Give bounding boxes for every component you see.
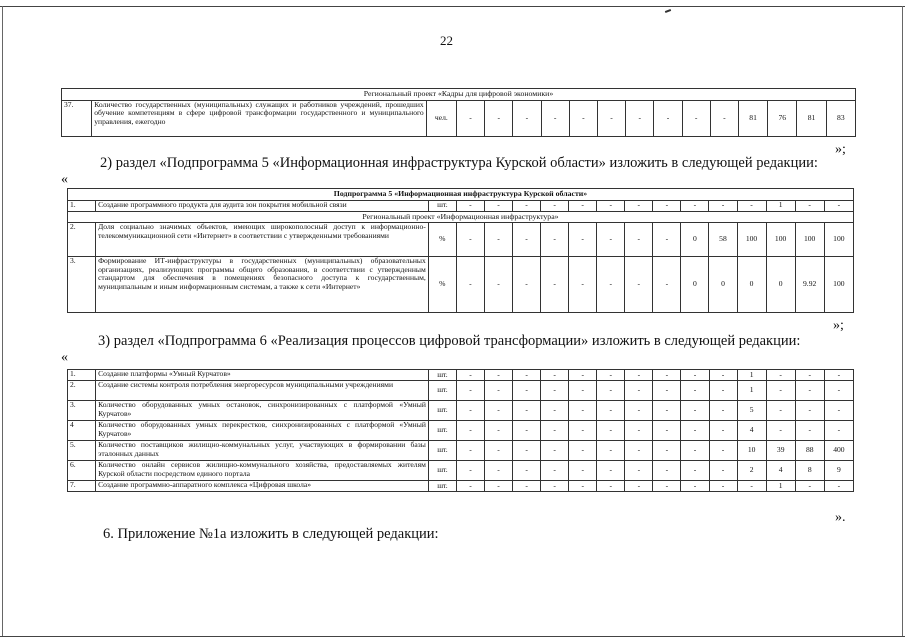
indicator-name: Количество оборудованных умных перекрестков, синхронизированных с платформой «Умный Курчатов» (96, 421, 429, 441)
value-cell: - (485, 370, 513, 381)
row-number: 4 (68, 421, 96, 441)
value-cell: - (484, 223, 512, 257)
value-cell: - (513, 100, 541, 136)
value-cell: 8 (795, 461, 824, 481)
value-cell: - (709, 381, 737, 401)
open-quote-3: « (61, 350, 68, 365)
value-cell: - (625, 441, 653, 461)
page-number: 22 (440, 33, 453, 48)
indicator-name: Создание платформы «Умный Курчатов» (96, 370, 429, 381)
value-cell: - (795, 401, 824, 421)
value-cell: 4 (766, 461, 795, 481)
value-cell: 2 (737, 461, 766, 481)
value-cell: - (625, 370, 653, 381)
value-cell: - (709, 401, 737, 421)
row-number: 2. (68, 223, 96, 257)
table-row (68, 481, 854, 492)
value-cell: - (541, 481, 569, 492)
value-cell: - (709, 481, 737, 492)
table-row (68, 370, 854, 381)
unit-cell: чел. (426, 100, 456, 136)
value-cell: - (513, 381, 541, 401)
value-cell: 9 (824, 461, 853, 481)
scan-mark (665, 9, 671, 13)
value-cell: - (681, 381, 709, 401)
value-cell: - (541, 401, 569, 421)
value-cell: - (681, 401, 709, 421)
table-row (68, 200, 854, 211)
value-cell: - (709, 421, 737, 441)
value-cell: - (485, 401, 513, 421)
value-cell: 100 (795, 223, 824, 257)
value-cell: - (485, 481, 513, 492)
section3-closing: ». (835, 510, 846, 525)
unit-cell: шт. (428, 481, 456, 492)
value-cell: - (513, 370, 541, 381)
value-cell: - (541, 370, 569, 381)
value-cell: 81 (738, 100, 767, 136)
unit-cell: шт. (428, 401, 456, 421)
value-cell: - (456, 401, 484, 421)
value-cell: - (597, 100, 625, 136)
value-cell: - (485, 441, 513, 461)
value-cell: - (569, 481, 597, 492)
value-cell: - (513, 421, 541, 441)
section2-title-text: Подпрограмма 5 «Информационная инфраструктура Курской области» (333, 189, 588, 198)
unit-cell: шт. (428, 461, 456, 481)
table-subprogram5 (67, 188, 854, 313)
value-cell: 5 (737, 401, 766, 421)
value-cell: - (569, 370, 597, 381)
value-cell: - (653, 481, 681, 492)
value-cell: - (681, 370, 709, 381)
value-cell: - (824, 381, 853, 401)
value-cell: - (625, 223, 653, 257)
value-cell: - (569, 441, 597, 461)
value-cell: - (653, 370, 681, 381)
unit-cell: шт. (428, 441, 456, 461)
value-cell: - (456, 461, 484, 481)
indicator-name: Количество оборудованных умных остановок, синхронизированных с платформой «Умный Курчатов» (96, 401, 429, 421)
value-cell: - (625, 461, 653, 481)
value-cell: - (653, 381, 681, 401)
indicator-name: Создание системы контроля потребления энергоресурсов муниципальными учреждениями (96, 381, 429, 401)
value-cell: - (541, 223, 569, 257)
value-cell: - (625, 421, 653, 441)
value-cell: 0 (681, 223, 709, 257)
indicator-name: Количество поставщиков жилищно-коммунальных услуг, участвующих в формировании базы эталонных данных (96, 441, 429, 461)
page-border-top (0, 6, 905, 7)
value-cell: - (709, 200, 737, 211)
value-cell: - (597, 401, 625, 421)
table-row (68, 223, 854, 257)
heading-appendix-1a: 6. Приложение №1а изложить в следующей редакции: (103, 526, 439, 542)
indicator-name: Создание программно-аппаратного комплекса «Цифровая школа» (96, 481, 429, 492)
value-cell: - (485, 381, 513, 401)
value-cell: 1 (766, 481, 795, 492)
row-number: 3. (68, 257, 96, 313)
value-cell: - (513, 223, 541, 257)
value-cell: - (541, 257, 569, 313)
value-cell: - (569, 401, 597, 421)
value-cell: - (569, 223, 597, 257)
value-cell: - (625, 401, 653, 421)
value-cell: 0 (737, 257, 766, 313)
value-cell: 100 (824, 257, 853, 313)
value-cell: - (795, 381, 824, 401)
value-cell: - (541, 100, 569, 136)
value-cell: - (681, 200, 709, 211)
value-cell: 88 (795, 441, 824, 461)
value-cell: - (766, 381, 795, 401)
table-row (68, 401, 854, 421)
indicator-name: Количество государственных (муниципальных) служащих и работников учреждений, прошедших обучение компетенциям в сфере цифровой трансформации государственного и муниципального управления, ежегодно (92, 100, 427, 136)
indicator-name: Формирование ИТ-инфраструктуры в государственных (муниципальных) образовательных организациях, реализующих программы общего образования, в соответствии с утвержденным стандартом для обеспечения в помещениях безопасного доступа к государственным, муниципальным и иным информационным системам, а также к сети «Интернет» (96, 257, 429, 313)
table-row (68, 441, 854, 461)
value-cell: - (541, 441, 569, 461)
row-number: 7. (68, 481, 96, 492)
value-cell: - (541, 381, 569, 401)
row-number: 6. (68, 461, 96, 481)
value-cell: - (513, 200, 541, 211)
value-cell: - (485, 461, 513, 481)
indicator-name: Доля социально значимых объектов, имеющих широкополосный доступ к информационно-телекоммуникационной сети «Интернет» в соответствии с утвержденными требованиями (96, 223, 429, 257)
unit-cell: % (428, 223, 456, 257)
value-cell: - (766, 401, 795, 421)
value-cell: 9.92 (795, 257, 824, 313)
value-cell: 83 (826, 100, 855, 136)
value-cell: - (597, 421, 625, 441)
value-cell: - (766, 421, 795, 441)
value-cell: - (541, 200, 569, 211)
value-cell: - (513, 401, 541, 421)
value-cell: - (795, 481, 824, 492)
value-cell: - (456, 223, 484, 257)
unit-cell: шт. (428, 200, 456, 211)
value-cell: - (597, 370, 625, 381)
value-cell: - (456, 200, 484, 211)
value-cell: - (625, 257, 653, 313)
heading-subprogram5: 2) раздел «Подпрограмма 5 «Информационная инфраструктура Курской области» изложить в следующей редакции: (100, 155, 818, 171)
value-cell: - (569, 200, 597, 211)
value-cell: - (737, 200, 766, 211)
value-cell: 1 (737, 370, 766, 381)
value-cell: - (653, 421, 681, 441)
value-cell: 58 (709, 223, 737, 257)
value-cell: - (682, 100, 710, 136)
table-row (68, 381, 854, 401)
value-cell: - (824, 401, 853, 421)
table-digital-economy-staff (61, 88, 856, 137)
value-cell: - (597, 461, 625, 481)
value-cell: - (653, 223, 681, 257)
table-row (68, 421, 854, 441)
value-cell: - (569, 461, 597, 481)
value-cell: - (456, 257, 484, 313)
unit-cell: шт. (428, 370, 456, 381)
value-cell: - (653, 461, 681, 481)
table-subprogram6 (67, 369, 854, 492)
row-number: 1. (68, 370, 96, 381)
page-border-right (902, 6, 903, 636)
section1-title: Региональный проект «Кадры для цифровой экономики» (62, 89, 856, 101)
table-row (68, 461, 854, 481)
row-number: 1. (68, 200, 96, 211)
value-cell: - (597, 441, 625, 461)
value-cell: - (709, 370, 737, 381)
value-cell: - (485, 421, 513, 441)
section2-closing: »; (833, 318, 844, 333)
value-cell: - (681, 481, 709, 492)
value-cell: - (653, 441, 681, 461)
value-cell: - (795, 200, 824, 211)
value-cell: - (456, 441, 484, 461)
value-cell: - (653, 257, 681, 313)
value-cell: - (653, 401, 681, 421)
value-cell: - (513, 461, 541, 481)
row-number: 2. (68, 381, 96, 401)
value-cell: 400 (824, 441, 853, 461)
value-cell: - (626, 100, 654, 136)
value-cell: - (456, 370, 484, 381)
value-cell: 10 (737, 441, 766, 461)
value-cell: - (737, 481, 766, 492)
value-cell: 100 (766, 223, 795, 257)
value-cell: - (541, 421, 569, 441)
value-cell: - (456, 481, 484, 492)
value-cell: - (597, 257, 625, 313)
table-row (68, 257, 854, 313)
value-cell: - (824, 370, 853, 381)
value-cell: - (653, 200, 681, 211)
value-cell: - (654, 100, 682, 136)
page-border-bottom (0, 636, 905, 637)
value-cell: - (456, 421, 484, 441)
value-cell: 0 (766, 257, 795, 313)
value-cell: - (456, 100, 484, 136)
section2-subtitle: Региональный проект «Информационная инфраструктура» (68, 211, 854, 223)
value-cell: - (569, 257, 597, 313)
page-border-left (2, 6, 3, 636)
value-cell: 0 (681, 257, 709, 313)
value-cell: - (824, 200, 853, 211)
value-cell: - (597, 200, 625, 211)
row-number: 37. (62, 100, 92, 136)
value-cell: 1 (766, 200, 795, 211)
value-cell: - (709, 461, 737, 481)
value-cell: - (597, 223, 625, 257)
value-cell: 81 (797, 100, 826, 136)
value-cell: - (597, 381, 625, 401)
value-cell: - (824, 421, 853, 441)
value-cell: - (625, 481, 653, 492)
value-cell: - (766, 370, 795, 381)
heading-subprogram6: 3) раздел «Подпрограмма 6 «Реализация процессов цифровой трансформации» изложить в следующей редакции: (98, 333, 801, 349)
table-row (62, 100, 856, 136)
value-cell: - (710, 100, 738, 136)
value-cell: - (485, 100, 513, 136)
section1-closing: »; (835, 142, 846, 157)
value-cell: 100 (737, 223, 766, 257)
value-cell: 0 (709, 257, 737, 313)
value-cell: - (484, 257, 512, 313)
value-cell: - (569, 421, 597, 441)
value-cell: 39 (766, 441, 795, 461)
value-cell: - (795, 370, 824, 381)
value-cell: - (824, 481, 853, 492)
value-cell: - (569, 381, 597, 401)
section2-title (68, 189, 854, 201)
value-cell: - (625, 200, 653, 211)
value-cell: - (625, 381, 653, 401)
value-cell: - (597, 481, 625, 492)
unit-cell: шт. (428, 381, 456, 401)
value-cell: 4 (737, 421, 766, 441)
value-cell: - (709, 441, 737, 461)
value-cell: - (681, 441, 709, 461)
value-cell: - (513, 257, 541, 313)
indicator-name: Количество онлайн сервисов жилищно-коммунального хозяйства, предоставляемых жителям Курской области посредством единого портала (96, 461, 429, 481)
unit-cell: % (428, 257, 456, 313)
value-cell: - (484, 200, 512, 211)
value-cell: - (681, 461, 709, 481)
value-cell: 1 (737, 381, 766, 401)
value-cell: - (795, 421, 824, 441)
value-cell: - (513, 481, 541, 492)
value-cell: - (541, 461, 569, 481)
row-number: 5. (68, 441, 96, 461)
value-cell: - (456, 381, 484, 401)
open-quote-2: « (61, 172, 68, 187)
indicator-name: Создание программного продукта для аудита зон покрытия мобильной связи (96, 200, 429, 211)
value-cell: - (513, 441, 541, 461)
value-cell: 76 (768, 100, 797, 136)
value-cell: - (569, 100, 597, 136)
value-cell: - (681, 421, 709, 441)
value-cell: 100 (824, 223, 853, 257)
unit-cell: шт. (428, 421, 456, 441)
row-number: 3. (68, 401, 96, 421)
